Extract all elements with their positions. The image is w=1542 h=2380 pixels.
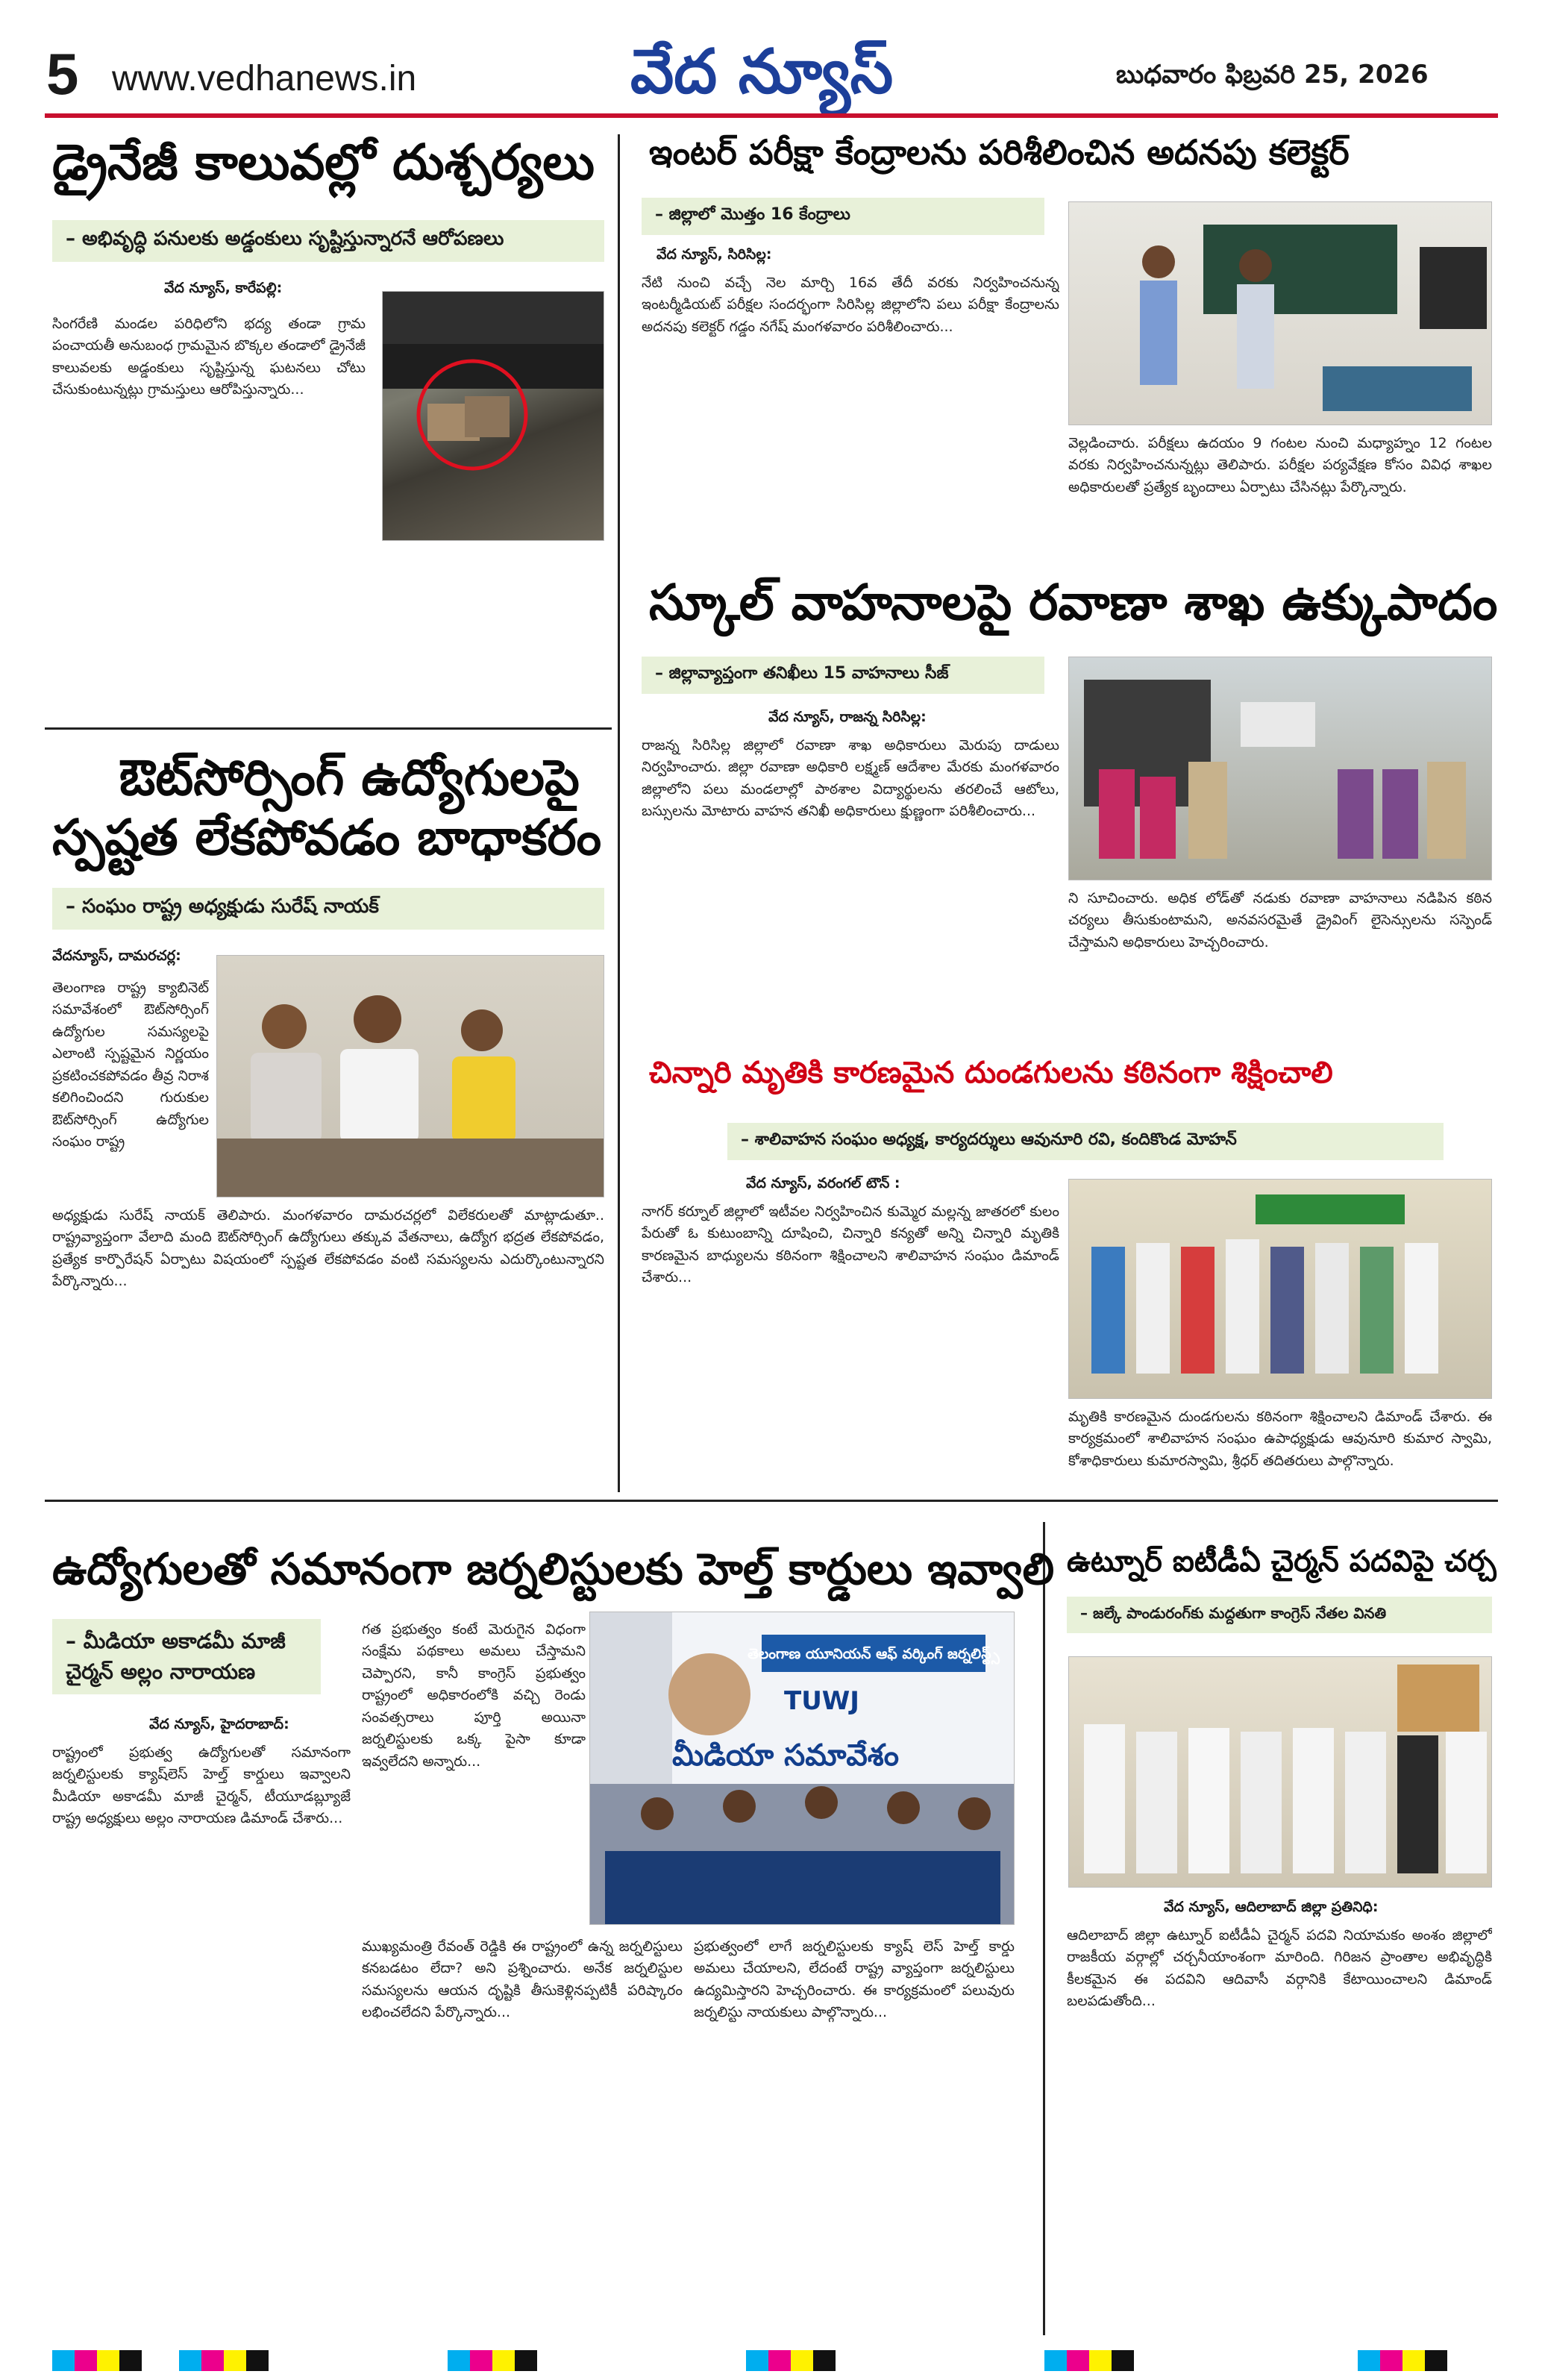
- drainage-byline: వేద న్యూస్, కారేపల్లి:: [164, 280, 283, 296]
- child-death-body: నాగర్ కర్నూల్ జిల్లాలో ఇటీవల నిర్వహించిన కుమ్మెర మల్లన్న జాతరలో కులం పేరుతో ఓ కుటుంబాన్ని దూషించి, చిన్నారి కన్యతో అన్ని చిన్నారి మృతికి కారణమైన బాధ్యులను కఠినంగా శిక్షించాలని శాలివాహన సంఘం డిమాండ్ చేశారు...: [642, 1203, 1059, 1286]
- student: [1338, 769, 1373, 859]
- tuwj-event-art: [590, 1612, 1015, 1925]
- vehicle: [1241, 702, 1315, 747]
- person: [1181, 1247, 1215, 1374]
- column-divider: [1043, 1522, 1045, 2335]
- person: [1188, 1728, 1229, 1873]
- person: [1405, 1243, 1438, 1374]
- banner: [1256, 1194, 1405, 1224]
- school-vehicles-body-continued: ని సూచించారు. అధిక లోడ్‌తో నడుకు రవాణా వాహనాలు నడిపిన కఠిన చర్యలు తీసుకుంటామని, అనవసరమైతే డ్రైవింగ్ లైసెన్సులను సస్పెండ్ చేస్తామని అధికారులు హెచ్చరించారు.: [1068, 890, 1492, 951]
- journalists-body-mid: గత ప్రభుత్వం కంటే మెరుగైన విధంగా సంక్షేమ పథకాలు అమలు చేస్తామని చెప్పారని, కానీ కాంగ్రెస్ ప్రభుత్వం రాష్ట్రంలో అధికారంలోకి వచ్చి రెండు సంవత్సరాలు పూర్తి అయినా జర్నలిస్టులకు ఒక్క పైసా కూడా ఇవ్వలేదని అన్నారు...: [362, 1621, 586, 1770]
- outsourcing-body: అధ్యక్షుడు సురేష్ నాయక్ తెలిపారు. మంగళవారం దామరచర్లలో విలేకరులతో మాట్లాడుతూ.. రాష్ట్రవ్యాప్తంగా వేలాది మంది ఔట్‌సోర్సింగ్ ఉద్యోగులు తక్కువ వేతనాలు, ఉద్యోగ భద్రత లేకపోవడం, ప్రత్యేక కార్పొరేషన్ ఏర్పాటు విషయంలో స్పష్టత లేకపోవడం వంటి సమస్యలను ఎదుర్కొంటున్నారని పేర్కొన్నారు...: [52, 1207, 604, 1290]
- screen: [1420, 247, 1487, 329]
- journalists-subhead: [52, 1619, 321, 1694]
- masthead-rule: [45, 113, 1498, 118]
- outsourcing-headline-line2: స్పష్టత లేకపోవడం బాధాకరం: [52, 809, 602, 866]
- person: [1360, 1247, 1394, 1374]
- color-bar-magenta: [75, 2350, 97, 2371]
- child-death-subhead: – శాలివాహన సంఘం అధ్యక్ష, కార్యదర్శులు ఆవునూరి రవి, కందికొండ మోహన్: [727, 1123, 1444, 1160]
- journalists-subhead-line1: – మీడియా అకాడమీ మాజీ: [66, 1629, 286, 1653]
- child-death-headline: చిన్నారి మృతికి కారణమైన దుండగులను కఠినంగా శిక్షించాలి: [649, 1056, 1333, 1090]
- utnoor-subhead: – జల్కే పాండురంగ్‌కు మద్దతుగా కాంగ్రెస్ నేతల వినతి: [1067, 1597, 1492, 1633]
- person-body: [452, 1056, 515, 1142]
- journalists-byline: వేద న్యూస్, హైదరాబాద్:: [149, 1716, 289, 1732]
- journalists-body-col3: ప్రభుత్వంలో లాగే జర్నలిస్టులకు క్యాష్ లెస్ హెల్త్ కార్డు అమలు చేయాలని, లేదంటే రాష్ట్ర వ్యాప్తంగా జర్నలిస్టులు ఉద్యమిస్తారని హెచ్చరించారు. ఈ కార్యక్రమంలో పలువురు జర్నలిస్టు నాయకులు పాల్గొన్నారు...: [694, 1938, 1015, 2021]
- person: [1241, 1732, 1282, 1873]
- color-bar-magenta: [768, 2350, 791, 2371]
- color-bar-black: [813, 2350, 836, 2371]
- drainage-photo: [382, 291, 604, 541]
- outsourcing-headline-line1: ఔట్‌సోర్సింగ్ ఉద్యోగులపై: [119, 749, 580, 807]
- color-bar-cyan: [179, 2350, 201, 2371]
- exam-center-art: [1069, 202, 1492, 425]
- color-bar-yellow: [97, 2350, 119, 2371]
- blackboard: [1203, 225, 1397, 314]
- shalivahana-art: [1069, 1180, 1492, 1399]
- exam-center-photo: [1068, 201, 1492, 425]
- color-bar-cyan: [1358, 2350, 1380, 2371]
- school-vehicles-photo: [1068, 657, 1492, 880]
- person-head: [887, 1791, 920, 1824]
- column-divider: [618, 134, 620, 1492]
- journalists-body: రాష్ట్రంలో ప్రభుత్వ ఉద్యోగులతో సమానంగా జర్నలిస్టులకు క్యాష్‌లెస్ హెల్త్ కార్డులు ఇవ్వాలని మీడియా అకాడమీ మాజీ చైర్మన్, టీయూడబ్ల్యూజే రాష్ట్ర అధ్యక్షులు అల్లం నారాయణ డిమాండ్ చేశారు...: [52, 1744, 351, 1827]
- drainage-photo-art: [383, 292, 604, 541]
- person: [1270, 1247, 1304, 1374]
- person-head: [1239, 249, 1272, 282]
- tuwj-event-photo: [589, 1612, 1015, 1925]
- person-body: [1237, 284, 1274, 389]
- person-body: [340, 1049, 419, 1142]
- school-vehicles-byline: వేద న్యూస్, రాజన్న సిరిసిల్ల:: [768, 709, 927, 725]
- person: [1315, 1243, 1349, 1374]
- journalists-headline: ఉద్యోగులతో సమానంగా జర్నలిస్టులకు హెల్త్ కార్డులు ఇవ్వాలి: [52, 1544, 1055, 1594]
- color-bar-cyan: [1044, 2350, 1067, 2371]
- person: [1136, 1243, 1170, 1374]
- child-death-byline: వేద న్యూస్, వరంగల్ టౌన్ :: [746, 1175, 900, 1191]
- wall-portrait: [1397, 1665, 1479, 1732]
- person-head: [723, 1790, 756, 1823]
- color-bar-yellow: [224, 2350, 246, 2371]
- utnoor-headline: ఉట్నూర్ ఐటీడీఏ చైర్మన్ పదవిపై చర్చ: [1067, 1544, 1496, 1579]
- table: [217, 1139, 604, 1197]
- drainage-subhead: – అభివృద్ధి పనులకు అడ్డంకులు సృష్టిస్తున్నారనే ఆరోపణలు: [52, 220, 604, 262]
- inter-exam-subhead: – జిల్లాలో మొత్తం 16 కేంద్రాలు: [642, 198, 1044, 235]
- banner-tuwj-text: TUWJ: [784, 1686, 859, 1716]
- person: [1136, 1732, 1177, 1873]
- outsourcing-side-body: తెలంగాణ రాష్ట్ర క్యాబినెట్ సమావేశంలో ఔట్‌సోర్సింగ్ ఉద్యోగుల సమస్యలపై ఎలాంటి స్పష్టమైన నిర్ణయం ప్రకటించకపోవడం తీవ్ర నిరాశ కలిగించిందని గురుకుల ఔట్‌సోర్సింగ్ ఉద్యోగుల సంఘం రాష్ట్ర: [52, 980, 209, 1150]
- inter-exam-headline: ఇంటర్ పరీక్షా కేంద్రాలను పరిశీలించిన అదనపు కలెక్టర్: [649, 132, 1350, 172]
- journalists-subhead-line2: చైర్మన్ అల్లం నారాయణ: [66, 1659, 256, 1684]
- drainage-headline: డ్రైనేజీ కాలువల్లో దుశ్చర్యలు: [52, 134, 595, 191]
- section-divider: [45, 1500, 1498, 1502]
- person: [1446, 1732, 1487, 1873]
- person-body: [251, 1053, 322, 1142]
- press-meet-art: [217, 956, 604, 1197]
- person-head: [461, 1009, 503, 1051]
- color-bar-yellow: [1089, 2350, 1112, 2371]
- person: [1345, 1732, 1386, 1873]
- press-meet-photo: [216, 955, 604, 1197]
- color-bar-black: [119, 2350, 142, 2371]
- inter-exam-byline: వేద న్యూస్, సిరిసిల్ల:: [656, 246, 772, 263]
- officer: [1427, 762, 1466, 859]
- officer: [1188, 762, 1227, 859]
- inter-exam-body-continued: వెల్లడించారు. పరీక్షలు ఉదయం 9 గంటల నుంచి మధ్యాహ్నం 12 గంటల వరకు నిర్వహించనున్నట్లు తెలిపారు. పరీక్షల పర్యవేక్షణ కోసం వివిధ శాఖల అధికారులతో ప్రత్యేక బృందాలు ఏర్పాటు చేసినట్లు పేర్కొన్నారు.: [1068, 435, 1492, 495]
- journalists-body-col2: ముఖ్యమంత్రి రేవంత్ రెడ్డికి ఈ రాష్ట్రంలో ఉన్న జర్నలిస్టులు కనబడటం లేదా? అని ప్రశ్నించారు. అనేక జర్నలిస్టుల సమస్యలను ఆయన దృష్టికి తీసుకెళ్లినప్పటికీ పరిష్కారం లభించలేదని పేర్కొన్నారు...: [362, 1938, 683, 2021]
- utnoor-byline: వేద న్యూస్, ఆదిలాబాద్ జిల్లా ప్రతినిధి:: [1164, 1899, 1379, 1915]
- stone-block: [465, 396, 510, 437]
- student: [1382, 769, 1418, 859]
- inter-exam-body: నేటి నుంచి వచ్చే నెల మార్చి 16వ తేదీ వరకు నిర్వహించనున్న ఇంటర్మీడియట్ పరీక్షల సందర్భంగా సిరిసిల్ల జిల్లాలోని పలు పరీక్షా కేంద్రాలను అదనపు కలెక్టర్ గడ్డం నగేష్ మంగళవారం పరిశీలించారు...: [642, 275, 1059, 335]
- person-head: [805, 1786, 838, 1819]
- person: [1226, 1239, 1259, 1374]
- color-bar-magenta: [470, 2350, 492, 2371]
- newspaper-logo: వేద న్యూస్: [630, 37, 894, 107]
- person-body: [1140, 281, 1177, 385]
- person: [1091, 1247, 1125, 1374]
- color-bar-yellow: [492, 2350, 515, 2371]
- person: [1397, 1735, 1438, 1873]
- outsourcing-byline: వేదన్యూస్, దామరచర్ల:: [52, 948, 181, 964]
- school-vehicles-body: రాజన్న సిరిసిల్ల జిల్లాలో రవాణా శాఖ అధికారులు మెరుపు దాడులు నిర్వహించారు. జిల్లా రవాణా అధికారి లక్ష్మణ్ ఆదేశాల మేరకు మంగళవారం జిల్లాలోని పలు మండలాల్లో పాఠశాల విద్యార్థులను తరలించే ఆటోలు, బస్సులను మోటారు వాహన తనిఖీ అధికారులు క్షుణ్ణంగా పరిశీలించారు...: [642, 737, 1059, 820]
- color-bar-magenta: [201, 2350, 224, 2371]
- color-bar-yellow: [791, 2350, 813, 2371]
- person: [1293, 1728, 1334, 1873]
- person-head: [262, 1004, 307, 1049]
- person-head: [1142, 245, 1175, 278]
- utnoor-art: [1069, 1657, 1492, 1888]
- color-bar-black: [246, 2350, 269, 2371]
- school-vehicles-subhead: – జిల్లావ్యాప్తంగా తనిఖీలు 15 వాహనాలు సీజ్: [642, 657, 1044, 694]
- utnoor-body: ఆదిలాబాద్ జిల్లా ఉట్నూర్ ఐటీడీఏ చైర్మన్ పదవి నియామకం అంశం జిల్లాలో రాజకీయ వర్గాల్లో చర్చనీయాంశంగా మారింది. గిరిజన ప్రాంతాల అభివృద్ధికి కీలకమైన ఈ పదవిని ఆదివాసీ వర్గానికి కేటాయించాలని డిమాండ్ బలపడుతోంది...: [1067, 1927, 1492, 2010]
- student: [1099, 769, 1135, 859]
- table: [605, 1851, 1000, 1925]
- person-head: [641, 1797, 674, 1830]
- student: [1140, 777, 1176, 859]
- child-death-body-continued: మృతికి కారణమైన దుండగులను కఠినంగా శిక్షించాలని డిమాండ్ చేశారు. ఈ కార్యక్రమంలో శాలివాహన సంఘం ఉపాధ్యక్షుడు ఆవునూరి కుమార స్వామి, కోశాధికారులు కుమారస్వామి, శ్రీధర్ తదితరులు పాల్గొన్నారు.: [1068, 1409, 1492, 1469]
- person: [1084, 1724, 1125, 1873]
- color-bar-black: [1425, 2350, 1447, 2371]
- portrait: [668, 1653, 750, 1735]
- color-bar-black: [1112, 2350, 1134, 2371]
- person-head: [958, 1797, 991, 1830]
- school-vehicles-art: [1069, 657, 1492, 880]
- website-url[interactable]: www.vedhanews.in: [112, 59, 417, 98]
- banner-event-text: మీడియా సమావేశం: [672, 1738, 900, 1773]
- color-bar-magenta: [1067, 2350, 1089, 2371]
- banner-panel: [590, 1612, 672, 1784]
- drain-wall: [383, 292, 604, 344]
- color-bar-cyan: [746, 2350, 768, 2371]
- benches: [1323, 366, 1472, 411]
- banner-title-text: తెలంగాణ యూనియన్ ఆఫ్ వర్కింగ్ జర్నలిస్ట్స్: [748, 1646, 1000, 1662]
- shalivahana-photo: [1068, 1179, 1492, 1399]
- color-bar-cyan: [52, 2350, 75, 2371]
- color-bar-black: [515, 2350, 537, 2371]
- drainage-body: సింగరేణి మండల పరిధిలోని భద్య తండా గ్రామ పంచాయతీ అనుబంధ గ్రామమైన బొక్కల తండాలో డ్రైనేజీ కాలువలకు అడ్డంకులు సృష్టిస్తున్న ఘటనలు చోటు చేసుకుంటున్నట్లు గ్రామస్తులు ఆరోపిస్తున్నారు...: [52, 316, 366, 398]
- section-divider: [45, 727, 612, 730]
- outsourcing-subhead: – సంఘం రాష్ట్ర అధ్యక్షుడు సురేష్ నాయక్: [52, 888, 604, 930]
- school-vehicles-headline: స్కూల్ వాహనాలపై రవాణా శాఖ ఉక్కుపాదం: [649, 574, 1498, 631]
- color-bar-cyan: [448, 2350, 470, 2371]
- issue-date: బుధవారం ఫిబ్రవరి 25, 2026: [1116, 60, 1429, 90]
- color-bar-magenta: [1380, 2350, 1402, 2371]
- page-number: 5: [46, 41, 79, 107]
- color-bar-yellow: [1402, 2350, 1425, 2371]
- utnoor-photo: [1068, 1656, 1492, 1888]
- person-head: [354, 995, 401, 1043]
